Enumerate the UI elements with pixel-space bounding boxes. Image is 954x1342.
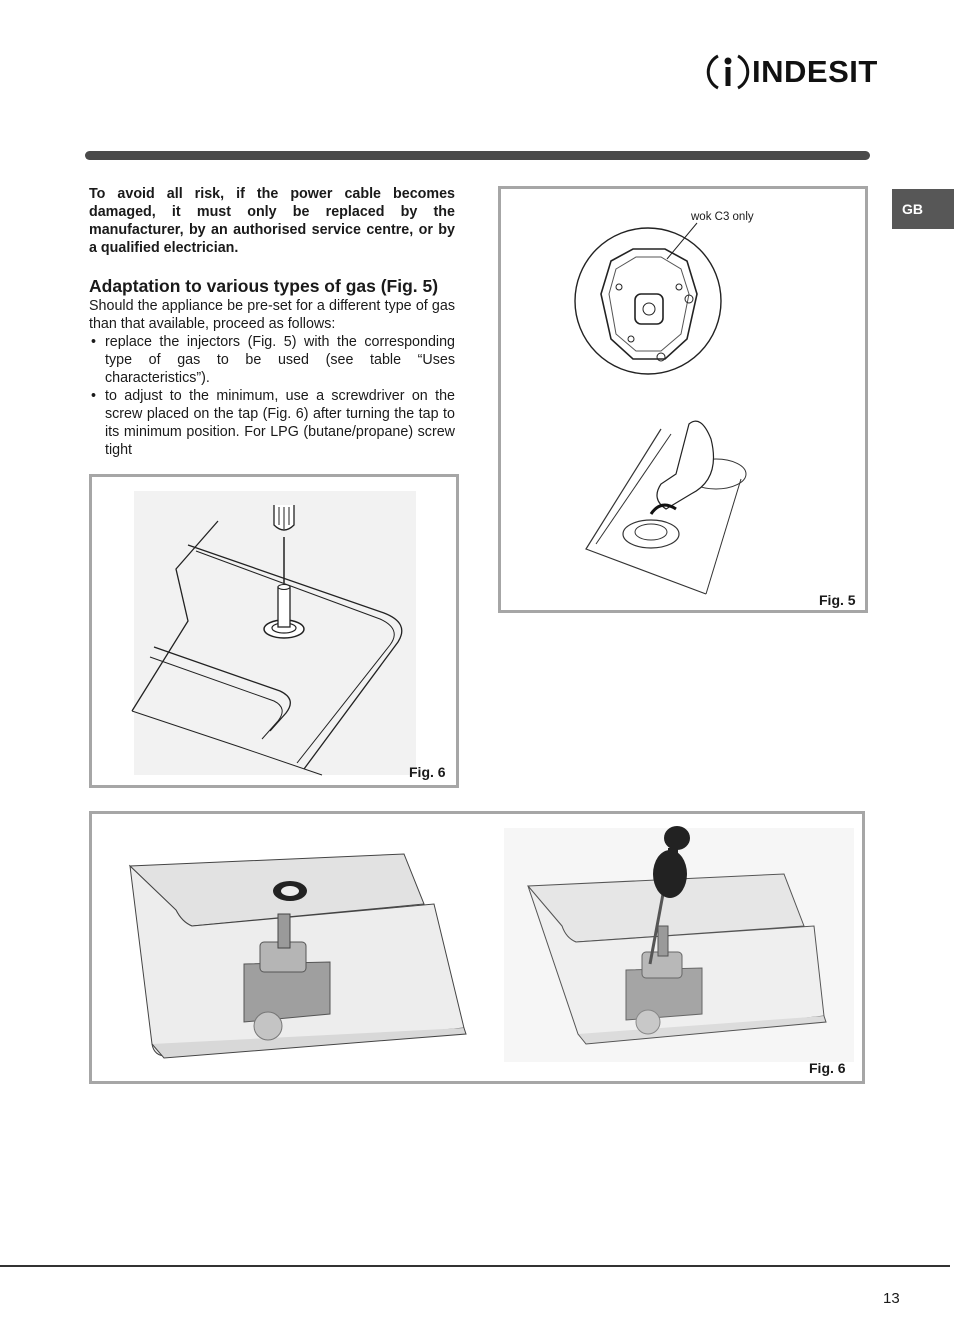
figure-5-label: Fig. 5 bbox=[819, 592, 856, 608]
figure-6-top bbox=[89, 474, 459, 788]
top-divider bbox=[85, 151, 870, 160]
brand-wordmark: INDESIT bbox=[752, 54, 878, 89]
figure-6-bottom-label: Fig. 6 bbox=[809, 1060, 846, 1076]
instruction-list bbox=[89, 333, 455, 459]
safety-warning: To avoid all risk, if the power cable becomes damaged, it must only be replaced by the manufacturer, by an authorised service centre, or by a qualified electrician. bbox=[89, 186, 455, 256]
figure-6-top-label: Fig. 6 bbox=[409, 764, 446, 780]
screwdriver-tap-illustration bbox=[92, 477, 456, 785]
page-number: 13 bbox=[883, 1290, 900, 1307]
section-intro: Should the appliance be pre-set for a different type of gas than that available, proceed as follows: bbox=[89, 298, 455, 332]
instruction-step: • to adjust to the minimum, use a screwdriver on the screw placed on the tap (Fig. 6) after turning the tap to its minimum position. For LPG (butane/propane) screw tight bbox=[89, 387, 455, 459]
brand-logo bbox=[706, 50, 878, 94]
language-tab[interactable]: GB bbox=[892, 189, 954, 229]
tap-assembly-illustration bbox=[92, 814, 862, 1081]
bottom-divider bbox=[0, 1265, 950, 1267]
figure-6-bottom bbox=[89, 811, 865, 1084]
burner-injector-illustration bbox=[501, 189, 865, 610]
figure-5 bbox=[498, 186, 868, 613]
section-heading: Adaptation to various types of gas (Fig. 5) bbox=[89, 276, 439, 296]
instruction-step: • replace the injectors (Fig. 5) with the corresponding type of gas to be used (see table “Uses characteristics”). bbox=[89, 333, 455, 387]
wok-callout: wok C3 only bbox=[691, 211, 754, 223]
brand-logo-icon bbox=[706, 50, 750, 94]
